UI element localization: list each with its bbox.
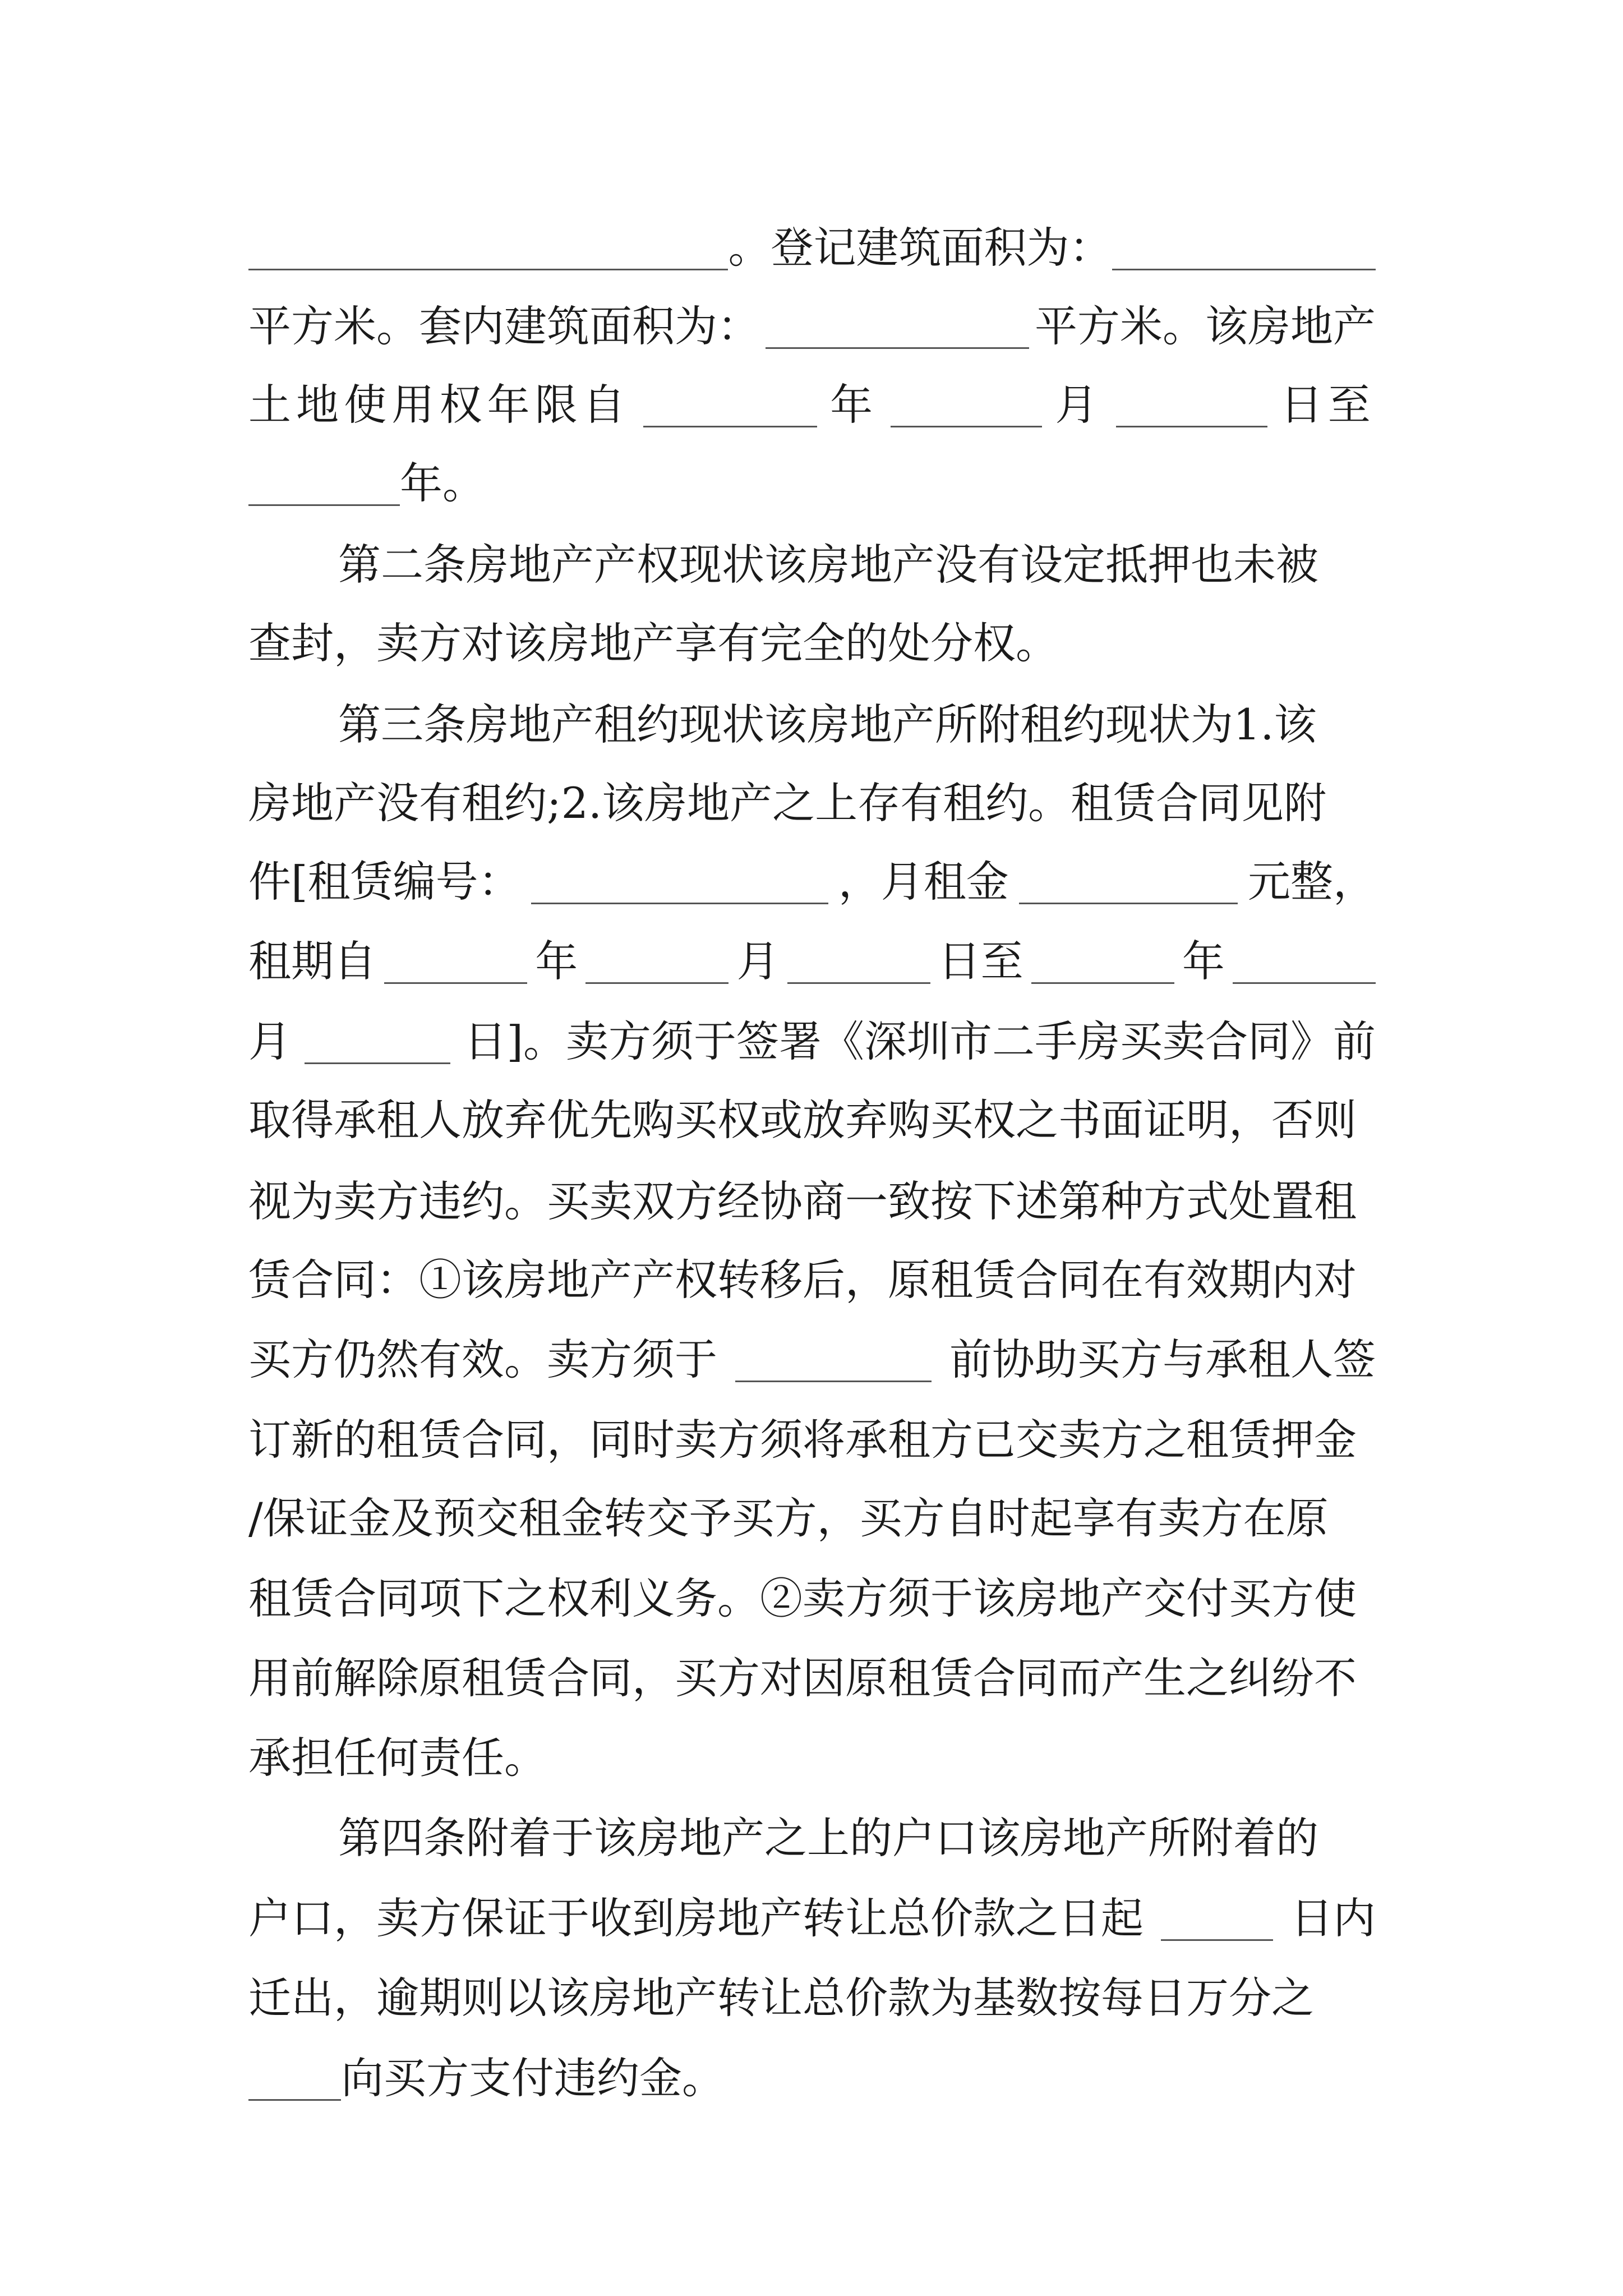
line-text: 月 bbox=[1055, 380, 1103, 430]
text-line-18 bbox=[248, 1542, 1376, 1623]
text-line-1 bbox=[248, 191, 1376, 273]
line-text: 第二条房地产产权现状该房地产没有设定抵押也未被 bbox=[338, 540, 1318, 590]
text-line-12 bbox=[248, 1063, 1376, 1145]
line-text: 向买方支付违约金。 bbox=[341, 2053, 725, 2103]
blank-field bbox=[1031, 940, 1174, 984]
line-text: 第四条附着于该房地产之上的户口该房地产所附着的 bbox=[338, 1813, 1318, 1863]
line-text: 视为卖方违约。买卖双方经协商一致按下述第种方式处置租 bbox=[248, 1176, 1357, 1226]
line-text: /保证金及预交租金转交予买方，买方自时起享有卖方在原 bbox=[248, 1493, 1329, 1543]
line-text: 年 bbox=[830, 380, 878, 430]
line-text: 平方米。该房地产 bbox=[1035, 301, 1376, 351]
line-text: 年 bbox=[1182, 936, 1225, 986]
line-text: 房地产没有租约;2.该房地产之上存有租约。租赁合同见附 bbox=[248, 778, 1327, 828]
line-text: 前协助买方与承租人签 bbox=[949, 1335, 1376, 1384]
text-line-24 bbox=[248, 2021, 1376, 2103]
line-text: 承担任何责任。 bbox=[248, 1733, 547, 1783]
blank-field bbox=[384, 940, 527, 984]
blank-field bbox=[643, 383, 817, 427]
text-line-6 bbox=[248, 586, 1376, 668]
blank-field bbox=[891, 383, 1042, 427]
line-text: 订新的租赁合同，同时卖方须将承租方已交卖方之租赁押金 bbox=[248, 1415, 1357, 1465]
line-text: 租赁合同项下之权利义务。②卖方须于该房地产交付买方使 bbox=[248, 1573, 1357, 1623]
text-line-17 bbox=[248, 1461, 1376, 1543]
text-line-14 bbox=[248, 1223, 1376, 1305]
line-text: 迁出，逾期则以该房地产转让总价款为基数按每日万分之 bbox=[248, 1973, 1314, 2023]
line-text: 户口，卖方保证于收到房地产转让总价款之日起 bbox=[248, 1893, 1144, 1943]
line-text: 买方仍然有效。卖方须于 bbox=[248, 1335, 717, 1384]
text-line-16 bbox=[248, 1383, 1376, 1465]
line-text: 取得承租人放弃优先购买权或放弃购买权之书面证明，否则 bbox=[248, 1095, 1357, 1145]
text-line-8 bbox=[248, 746, 1376, 828]
line-text: 日]。卖方须于签署《深圳市二手房买卖合同》前 bbox=[464, 1016, 1376, 1066]
text-line-15 bbox=[248, 1303, 1376, 1384]
line-text: 日内 bbox=[1290, 1893, 1376, 1943]
line-text: 件[租赁编号： bbox=[248, 857, 521, 907]
blank-field bbox=[248, 2056, 341, 2101]
blank-field bbox=[585, 940, 728, 984]
blank-field bbox=[787, 940, 930, 984]
blank-field bbox=[735, 1338, 932, 1382]
line-text: 查封，卖方对该房地产享有完全的处分权。 bbox=[248, 618, 1058, 668]
line-text: 第三条房地产租约现状该房地产所附租约现状为1.该 bbox=[338, 700, 1317, 749]
line-text: 日至 bbox=[1280, 380, 1376, 430]
text-line-4 bbox=[248, 426, 1376, 508]
text-line-21 bbox=[338, 1781, 1376, 1863]
blank-field bbox=[766, 305, 1029, 349]
text-line-13 bbox=[248, 1144, 1376, 1226]
line-text: 土地使用权年限自 bbox=[248, 380, 630, 430]
text-line-22 bbox=[248, 1861, 1376, 1943]
text-line-23 bbox=[248, 1941, 1376, 2023]
line-text: 月 bbox=[248, 1016, 291, 1066]
line-text: 年。 bbox=[400, 458, 485, 508]
line-text: 年 bbox=[535, 936, 578, 986]
line-text: 赁合同：①该房地产产权转移后，原租赁合同在有效期内对 bbox=[248, 1255, 1357, 1305]
line-text: 租期自 bbox=[248, 936, 376, 986]
line-text: ，月租金 bbox=[838, 857, 1009, 907]
text-line-5 bbox=[338, 508, 1376, 590]
line-text: 。登记建筑面积为： bbox=[728, 223, 1112, 273]
blank-field bbox=[1161, 1897, 1273, 1941]
line-text: 月 bbox=[736, 936, 780, 986]
blank-field bbox=[248, 462, 400, 506]
line-text: 日至 bbox=[938, 936, 1023, 986]
blank-field bbox=[1019, 860, 1238, 904]
line-text: 元整， bbox=[1247, 857, 1376, 907]
text-line-9 bbox=[248, 825, 1376, 907]
blank-field bbox=[531, 860, 828, 904]
text-line-7 bbox=[338, 668, 1376, 749]
blank-field bbox=[305, 1020, 450, 1064]
text-line-20 bbox=[248, 1701, 1376, 1783]
line-text: 用前解除原租赁合同，买方对因原租赁合同而产生之纠纷不 bbox=[248, 1653, 1357, 1703]
text-line-2 bbox=[248, 269, 1376, 351]
text-line-10 bbox=[248, 904, 1376, 986]
blank-field bbox=[1116, 383, 1267, 427]
blank-field bbox=[1112, 226, 1376, 270]
text-line-19 bbox=[248, 1621, 1376, 1703]
blank-field bbox=[248, 226, 728, 270]
blank-field bbox=[1233, 940, 1376, 984]
text-line-11 bbox=[248, 984, 1376, 1066]
text-line-3 bbox=[248, 348, 1376, 430]
line-text: 平方米。套内建筑面积为： bbox=[248, 301, 760, 351]
